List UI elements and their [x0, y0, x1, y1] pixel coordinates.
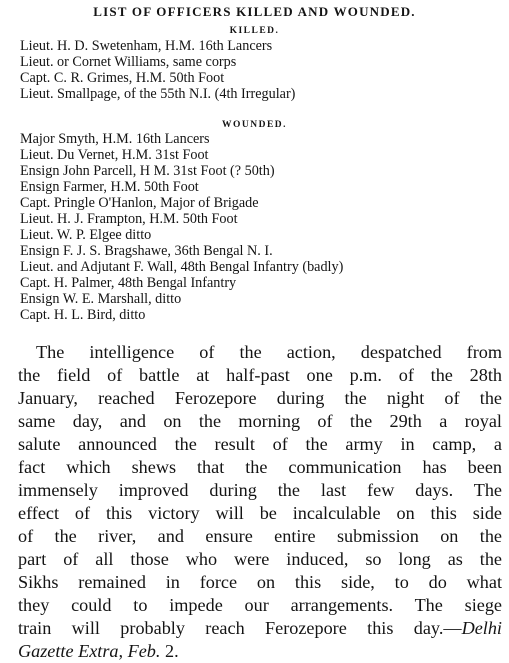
paragraph-line: part of all those who were induced, so long as the — [18, 549, 502, 569]
list-item: Ensign F. J. S. Bragshawe, 36th Bengal N. I. — [20, 243, 273, 259]
killed-subheading: KILLED. — [229, 26, 280, 36]
list-item: Lieut. Smallpage, of the 55th N.I. (4th Irregular) — [20, 86, 296, 102]
list-item: Lieut. Du Vernet, H.M. 31st Foot — [20, 147, 209, 163]
paragraph-line: January, reached Ferozepore during the night of the — [18, 388, 502, 408]
paragraph-line: fact which shews that the communication has been — [18, 457, 502, 477]
list-item: Capt. C. R. Grimes, H.M. 50th Foot — [20, 70, 225, 86]
source-attribution: Delhi — [461, 618, 502, 638]
paragraph-line: same day, and on the morning of the 29th a royal — [18, 411, 502, 431]
list-item: Ensign Farmer, H.M. 50th Foot — [20, 179, 199, 195]
line-text: train will probably reach Ferozepore this day.— — [18, 618, 462, 638]
source-date: 2. — [164, 641, 179, 661]
list-item: Capt. Pringle O'Hanlon, Major of Brigade — [20, 195, 259, 211]
paragraph-line: The intelligence of the action, despatched from — [36, 342, 502, 362]
paragraph-line: Sikhs remained in force on this side, to do what — [18, 572, 502, 592]
list-item: Lieut. H. D. Swetenham, H.M. 16th Lancers — [20, 38, 273, 54]
paragraph-line: salute announced the result of the army in camp, a — [18, 434, 502, 454]
list-item: Lieut. and Adjutant F. Wall, 48th Bengal Infantry (badly) — [20, 259, 344, 275]
paragraph-line — [18, 640, 502, 663]
list-item: Lieut. or Cornet Williams, same corps — [20, 54, 237, 70]
paragraph-line: immensely improved during the last few days. The — [18, 480, 502, 500]
list-item: Ensign John Parcell, H M. 31st Foot (? 50th) — [20, 163, 275, 179]
list-item: Capt. H. Palmer, 48th Bengal Infantry — [20, 275, 237, 291]
wounded-subheading: WOUNDED. — [221, 120, 288, 130]
paragraph-line: they could to impede our arrangements. The siege — [18, 595, 502, 615]
article-paragraph — [18, 341, 502, 663]
list-item: Capt. H. L. Bird, ditto — [20, 307, 146, 323]
killed-list — [20, 38, 295, 102]
paragraph-line — [18, 617, 502, 640]
paragraph-line: the field of battle at half-past one p.m. of the 28th — [18, 365, 502, 385]
wounded-list — [20, 131, 343, 323]
paragraph-line: effect of this victory will be incalculable on this side — [18, 503, 502, 523]
list-item: Major Smyth, H.M. 16th Lancers — [20, 131, 210, 147]
list-item: Lieut. W. P. Elgee ditto — [20, 227, 152, 243]
paragraph-line: of the river, and ensure entire submission on the — [18, 526, 502, 546]
list-item: Lieut. H. J. Frampton, H.M. 50th Foot — [20, 211, 238, 227]
source-attribution: Gazette Extra, Feb. — [18, 641, 161, 661]
list-heading: LIST OF OFFICERS KILLED AND WOUNDED. — [93, 4, 416, 19]
list-item: Ensign W. E. Marshall, ditto — [20, 291, 182, 307]
